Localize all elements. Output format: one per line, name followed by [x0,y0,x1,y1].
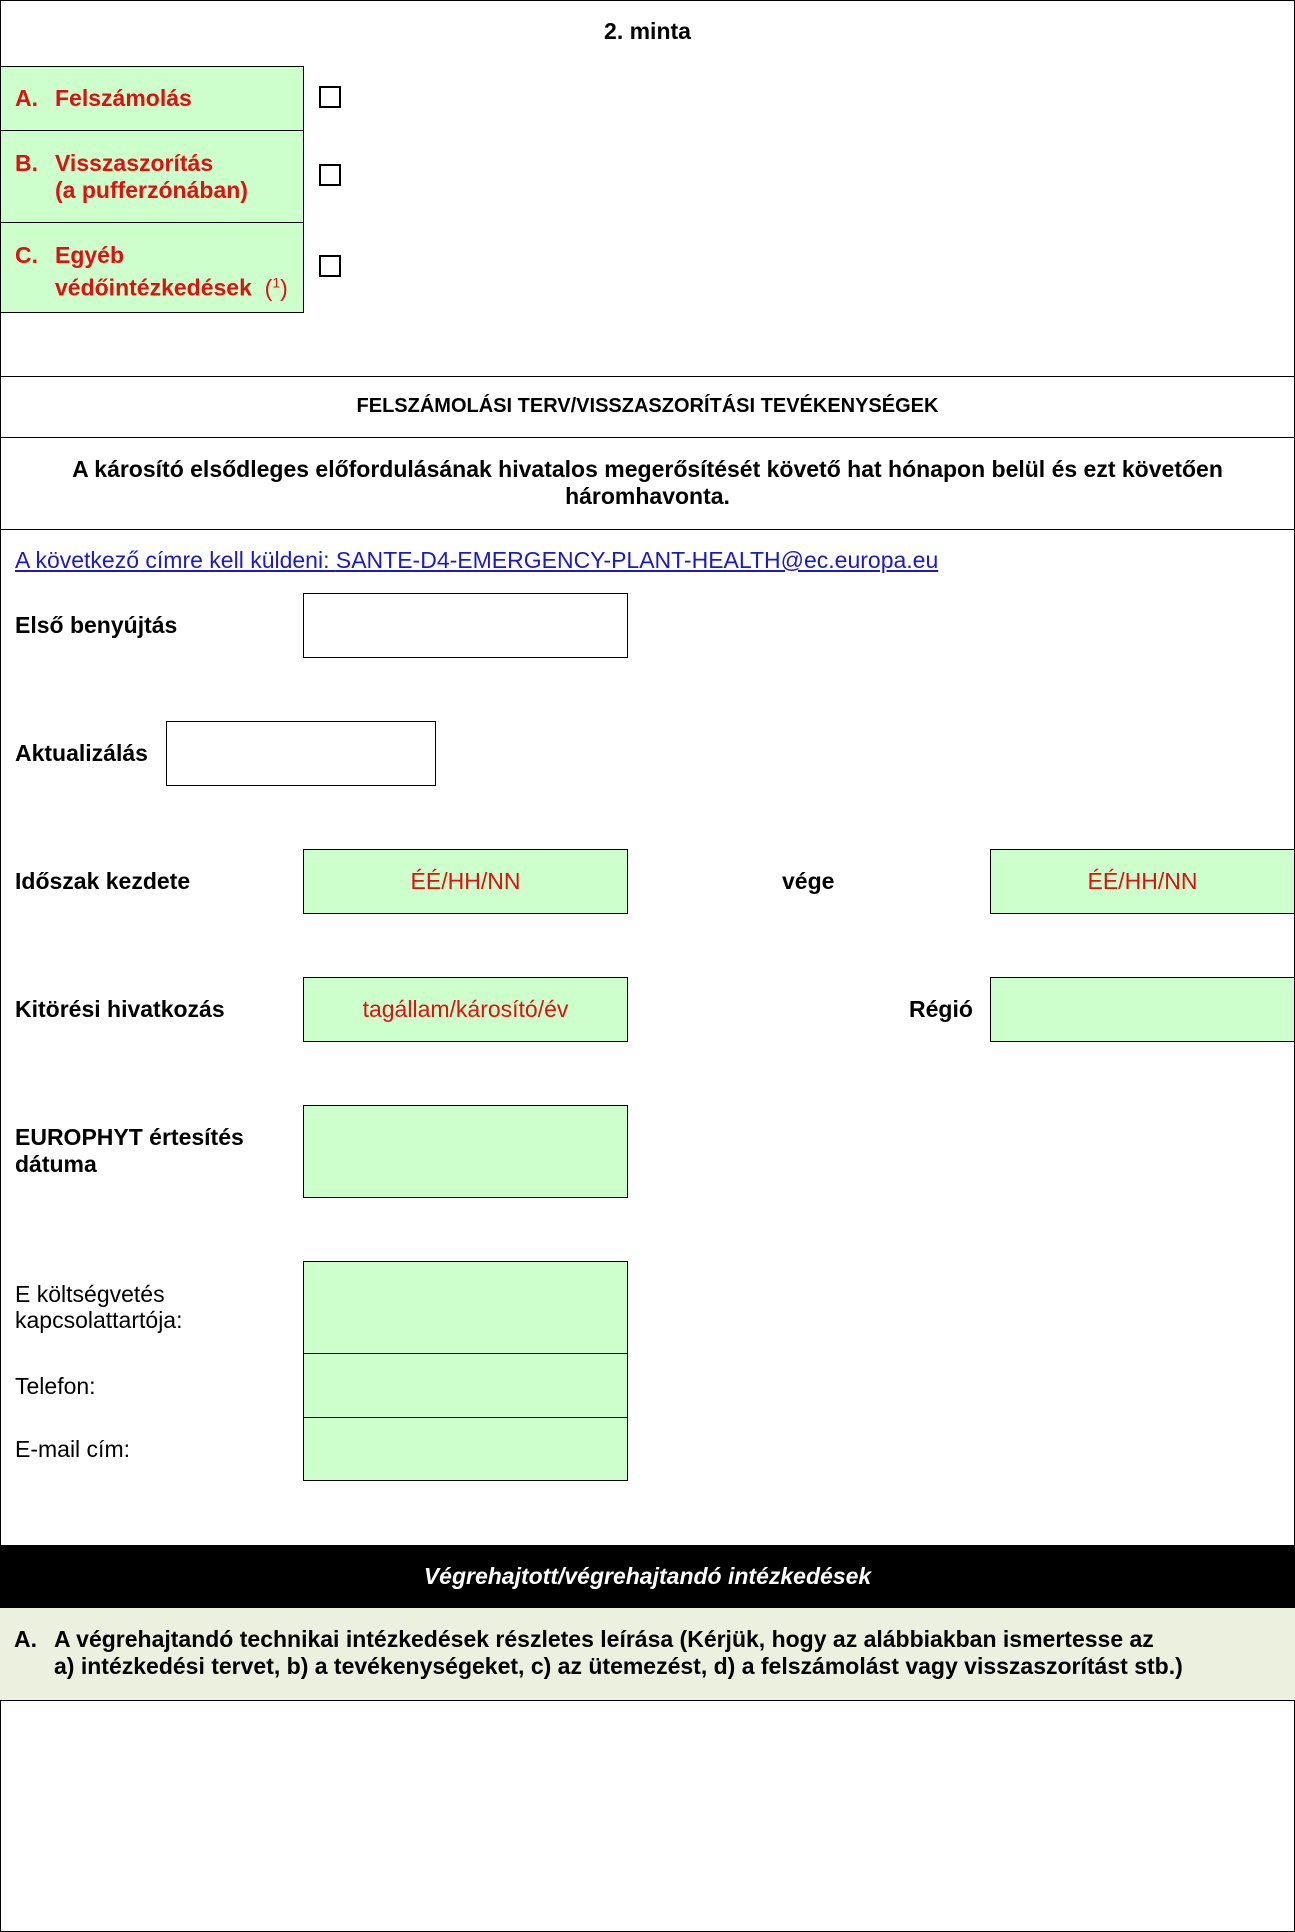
option-a-checkbox[interactable] [319,86,341,108]
budget-contact-label-line1: E költségvetés [15,1281,165,1307]
option-c-letter: C. [15,242,38,268]
first-submission-input[interactable] [303,593,628,658]
measures-item-a [0,1608,1295,1701]
europhyt-date-label-line1: EUROPHYT értesítés [15,1124,244,1150]
budget-contact-input[interactable] [303,1261,628,1354]
option-a-letter: A. [15,85,38,111]
option-b-box [0,130,304,223]
measures-banner [0,1545,1295,1608]
option-b-letter: B. [15,150,38,176]
divider [0,529,1295,530]
send-to-prefix: A következő címre kell küldeni: [15,547,336,573]
form-title: 2. minta [604,18,691,44]
budget-contact-label-line2: kapcsolattartója: [15,1307,183,1333]
outbreak-ref-placeholder: tagállam/károsító/év [362,996,569,1022]
europhyt-date-input[interactable] [303,1105,628,1198]
divider [0,437,1295,438]
period-end-input[interactable] [990,849,1295,914]
phone-label: Telefon: [15,1373,96,1399]
send-to-email: SANTE-D4-EMERGENCY-PLANT-HEALTH@ec.europa.eu [335,547,939,573]
timing-note: A károsító elsődleges előfordulásának hivatalos megerősítését követő hat hónapon belül és ezt követően háromhavonta. [72,456,1223,509]
outbreak-ref-label: Kitörési hivatkozás [15,996,225,1022]
email-input[interactable] [303,1417,628,1481]
period-start-placeholder: ÉÉ/HH/NN [410,868,521,894]
divider [0,376,1295,377]
update-input[interactable] [166,721,436,786]
email-label: E-mail cím: [15,1436,130,1462]
option-b-label-line1: Visszaszorítás [55,150,214,176]
period-start-input[interactable] [303,849,628,914]
region-label: Régió [909,996,973,1022]
option-c-box: C. Egyéb védőintézkedések ($^1$) [0,222,304,313]
measures-description-area[interactable] [0,1702,1295,1931]
period-start-label: Időszak kezdete [15,868,191,894]
europhyt-date-label-line2: dátuma [15,1151,97,1177]
region-input[interactable] [990,977,1295,1042]
period-end-label: vége [782,868,835,894]
measures-item-line2: a) intézkedési tervet, b) a tevékenységeket, c) az ütemezést, d) a felszámolást vagy visszaszorítást stb.) [54,1653,1183,1679]
option-a-box [0,66,304,131]
outbreak-ref-input[interactable] [303,977,628,1042]
option-b-label-line2: (a pufferzónában) [55,177,248,203]
measures-item-letter: A. [14,1626,37,1652]
measures-banner-text: Végrehajtott/végrehajtandó intézkedések [423,1563,872,1589]
option-a-label: Felszámolás [55,85,192,111]
option-c-checkbox[interactable] [319,255,341,277]
option-c-label-line2: védőintézkedések [55,274,252,301]
phone-input[interactable] [303,1353,628,1418]
update-label: Aktualizálás [15,740,148,766]
option-c-footnote: 1 [272,274,281,290]
option-b-checkbox[interactable] [319,164,341,186]
send-to-line [15,547,938,574]
measures-item-line1: A végrehajtandó technikai intézkedések részletes leírása (Kérjük, hogy az alábbiakban ismertesse az [54,1626,1154,1652]
send-to-link[interactable] [15,547,938,573]
option-c-label-line1: Egyéb [55,242,125,268]
first-submission-label: Első benyújtás [15,612,178,638]
period-end-placeholder: ÉÉ/HH/NN [1087,868,1198,894]
section-heading: FELSZÁMOLÁSI TERV/VISSZASZORÍTÁSI TEVÉKENYSÉGEK [356,395,939,417]
